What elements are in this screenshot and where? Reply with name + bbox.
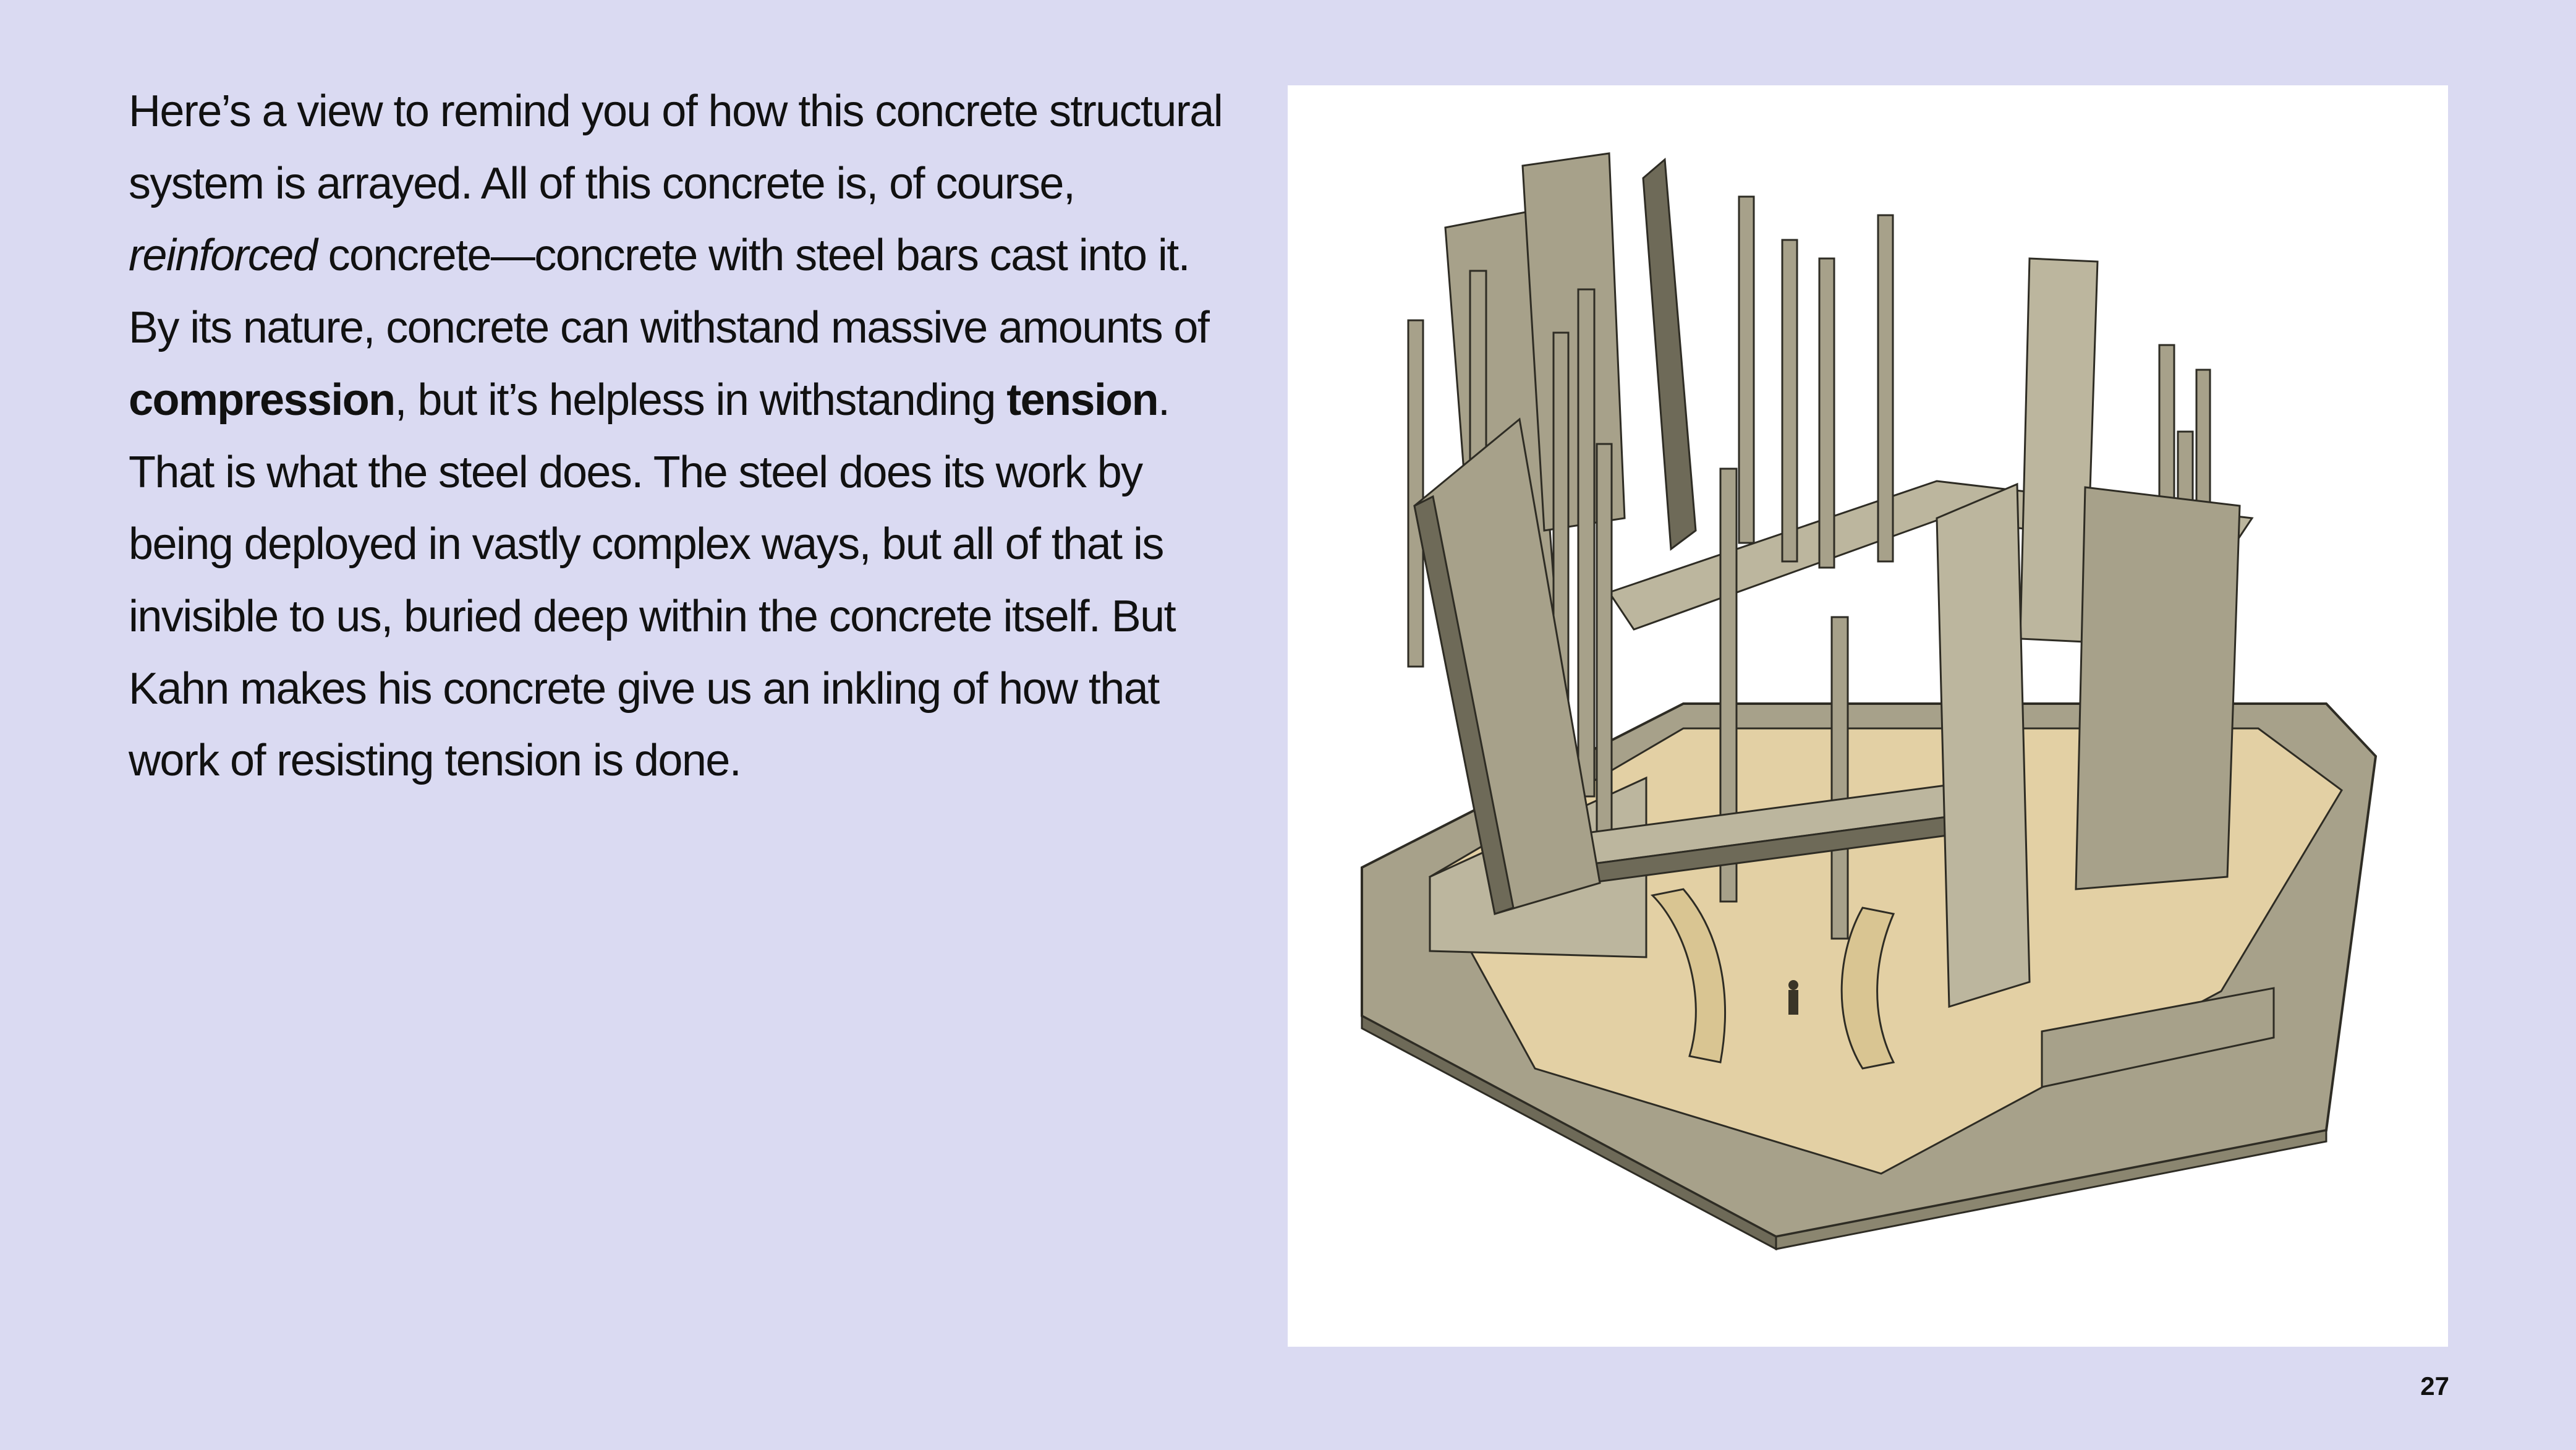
column bbox=[1782, 240, 1797, 561]
column bbox=[1408, 320, 1423, 667]
front-wall-right bbox=[1937, 484, 2030, 1007]
person-figure bbox=[1788, 980, 1798, 1015]
paragraph-text-part-2: concrete—concrete with steel bars cast into it. By its nature, concrete can withstand massive amounts of bbox=[129, 231, 1209, 353]
column bbox=[1597, 444, 1612, 877]
figure-panel bbox=[1288, 85, 2448, 1347]
front-wall-right-panel bbox=[2076, 487, 2240, 889]
paragraph-text-part-1: Here’s a view to remind you of how this concrete structural system is arrayed. All of this concrete is, of course, bbox=[129, 87, 1223, 208]
column bbox=[1819, 258, 1834, 568]
concrete-structure-illustration bbox=[1288, 85, 2448, 1347]
column bbox=[1578, 289, 1594, 796]
page-number: 27 bbox=[2420, 1371, 2449, 1401]
body-paragraph bbox=[129, 75, 1235, 797]
back-wall-mid bbox=[1643, 160, 1696, 549]
bold-tension: tension bbox=[1006, 375, 1158, 425]
bold-compression: compression bbox=[129, 375, 395, 425]
paragraph-text-part-4: . That is what the steel does. The steel does its work by being deployed in vastly complex ways, but all of that is invisible to us, buried deep within the concrete itself. But Kahn makes his concrete give us an inkling of how that work of resisting tension is done. bbox=[129, 375, 1175, 786]
column bbox=[1878, 215, 1893, 561]
emphasis-reinforced: reinforced bbox=[129, 231, 317, 281]
person-head bbox=[1788, 980, 1798, 990]
paragraph-text-part-3: , but it’s helpless in withstanding bbox=[394, 375, 1007, 425]
column bbox=[1832, 617, 1848, 939]
person-body bbox=[1788, 990, 1798, 1015]
column bbox=[1739, 197, 1754, 543]
